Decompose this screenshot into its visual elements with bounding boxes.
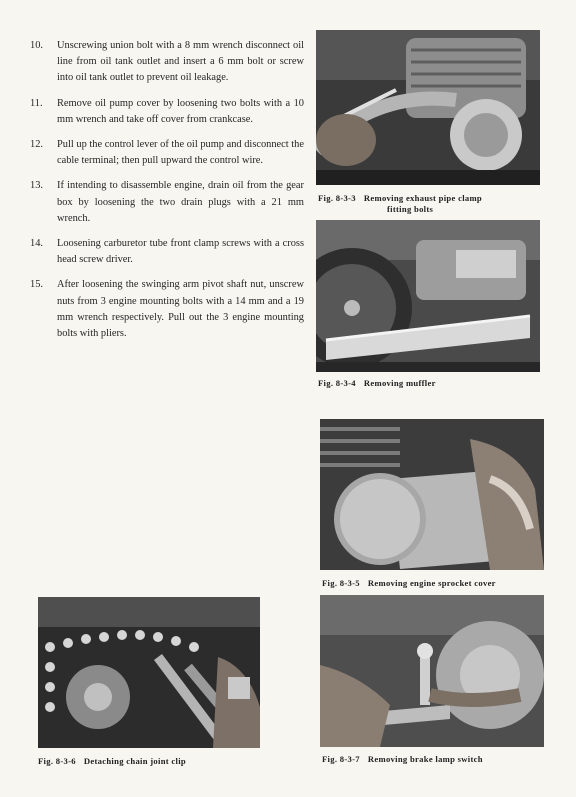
step-13: [30, 178, 304, 227]
step-text: Unscrewing union bolt with a 8 mm wrench disconnect oil line from oil tank outlet and insert a 6 mm bolt or screw into oil tank outlet to prevent oil leakage.: [57, 40, 304, 84]
step-text: Pull up the control lever of the oil pump and disconnect the cable terminal; then pull upward the control wire.: [57, 139, 304, 167]
step-text: Loosening carburetor tube front clamp screws with a cross head screw driver.: [57, 238, 304, 266]
step-text: After loosening the swinging arm pivot shaft nut, unscrew nuts from 3 engine mounting bolts with a 14 mm and a 19 mm wrench respectively. Pull out the 3 engine mounting bolts with pliers.: [57, 279, 304, 340]
figure-label: Fig. 8-3-5: [322, 578, 360, 588]
figure-label: Fig. 8-3-3: [318, 193, 356, 203]
step-number: 13.: [30, 180, 43, 192]
photo-muffler: [316, 220, 540, 372]
step-number: 14.: [30, 238, 43, 250]
figure-label: Fig. 8-3-4: [318, 378, 356, 388]
step-11: [30, 96, 304, 128]
figure-caption: [318, 193, 482, 215]
photo-chain-joint-clip: [38, 597, 260, 748]
step-text: If intending to disassemble engine, drain oil from the gear box by loosening the two drain plugs with a 21 mm wrench.: [57, 180, 304, 224]
figure-caption: [38, 756, 186, 767]
caption-text: Removing engine sprocket cover: [367, 578, 496, 588]
step-number: 12.: [30, 139, 43, 151]
caption-text: Removing brake lamp switch: [367, 754, 483, 764]
step-10: [30, 38, 304, 87]
step-14: [30, 236, 304, 268]
figure-label: Fig. 8-3-7: [322, 754, 360, 764]
caption-text: Removing exhaust pipe clamp: [363, 193, 483, 203]
step-15: [30, 277, 304, 342]
step-number: 11.: [30, 97, 43, 109]
step-12: [30, 137, 304, 169]
figure-caption: [318, 378, 436, 389]
step-number: 15.: [30, 279, 43, 291]
figure-label: Fig. 8-3-6: [38, 756, 76, 766]
figure-caption: [322, 754, 483, 765]
caption-text: Detaching chain joint clip: [83, 756, 186, 766]
photo-engine-sprocket-cover: [320, 419, 544, 570]
photo-exhaust-pipe-clamp: [316, 30, 540, 185]
figure-caption: [322, 578, 496, 589]
step-text: Remove oil pump cover by loosening two bolts with a 10 mm wrench and take off cover from crankcase.: [57, 97, 304, 125]
instruction-steps: [30, 38, 304, 351]
photo-brake-lamp-switch: [320, 595, 544, 747]
caption-text-line-2: fitting bolts: [387, 204, 434, 214]
step-number: 10.: [30, 40, 43, 51]
caption-text: Removing muffler: [363, 378, 436, 388]
